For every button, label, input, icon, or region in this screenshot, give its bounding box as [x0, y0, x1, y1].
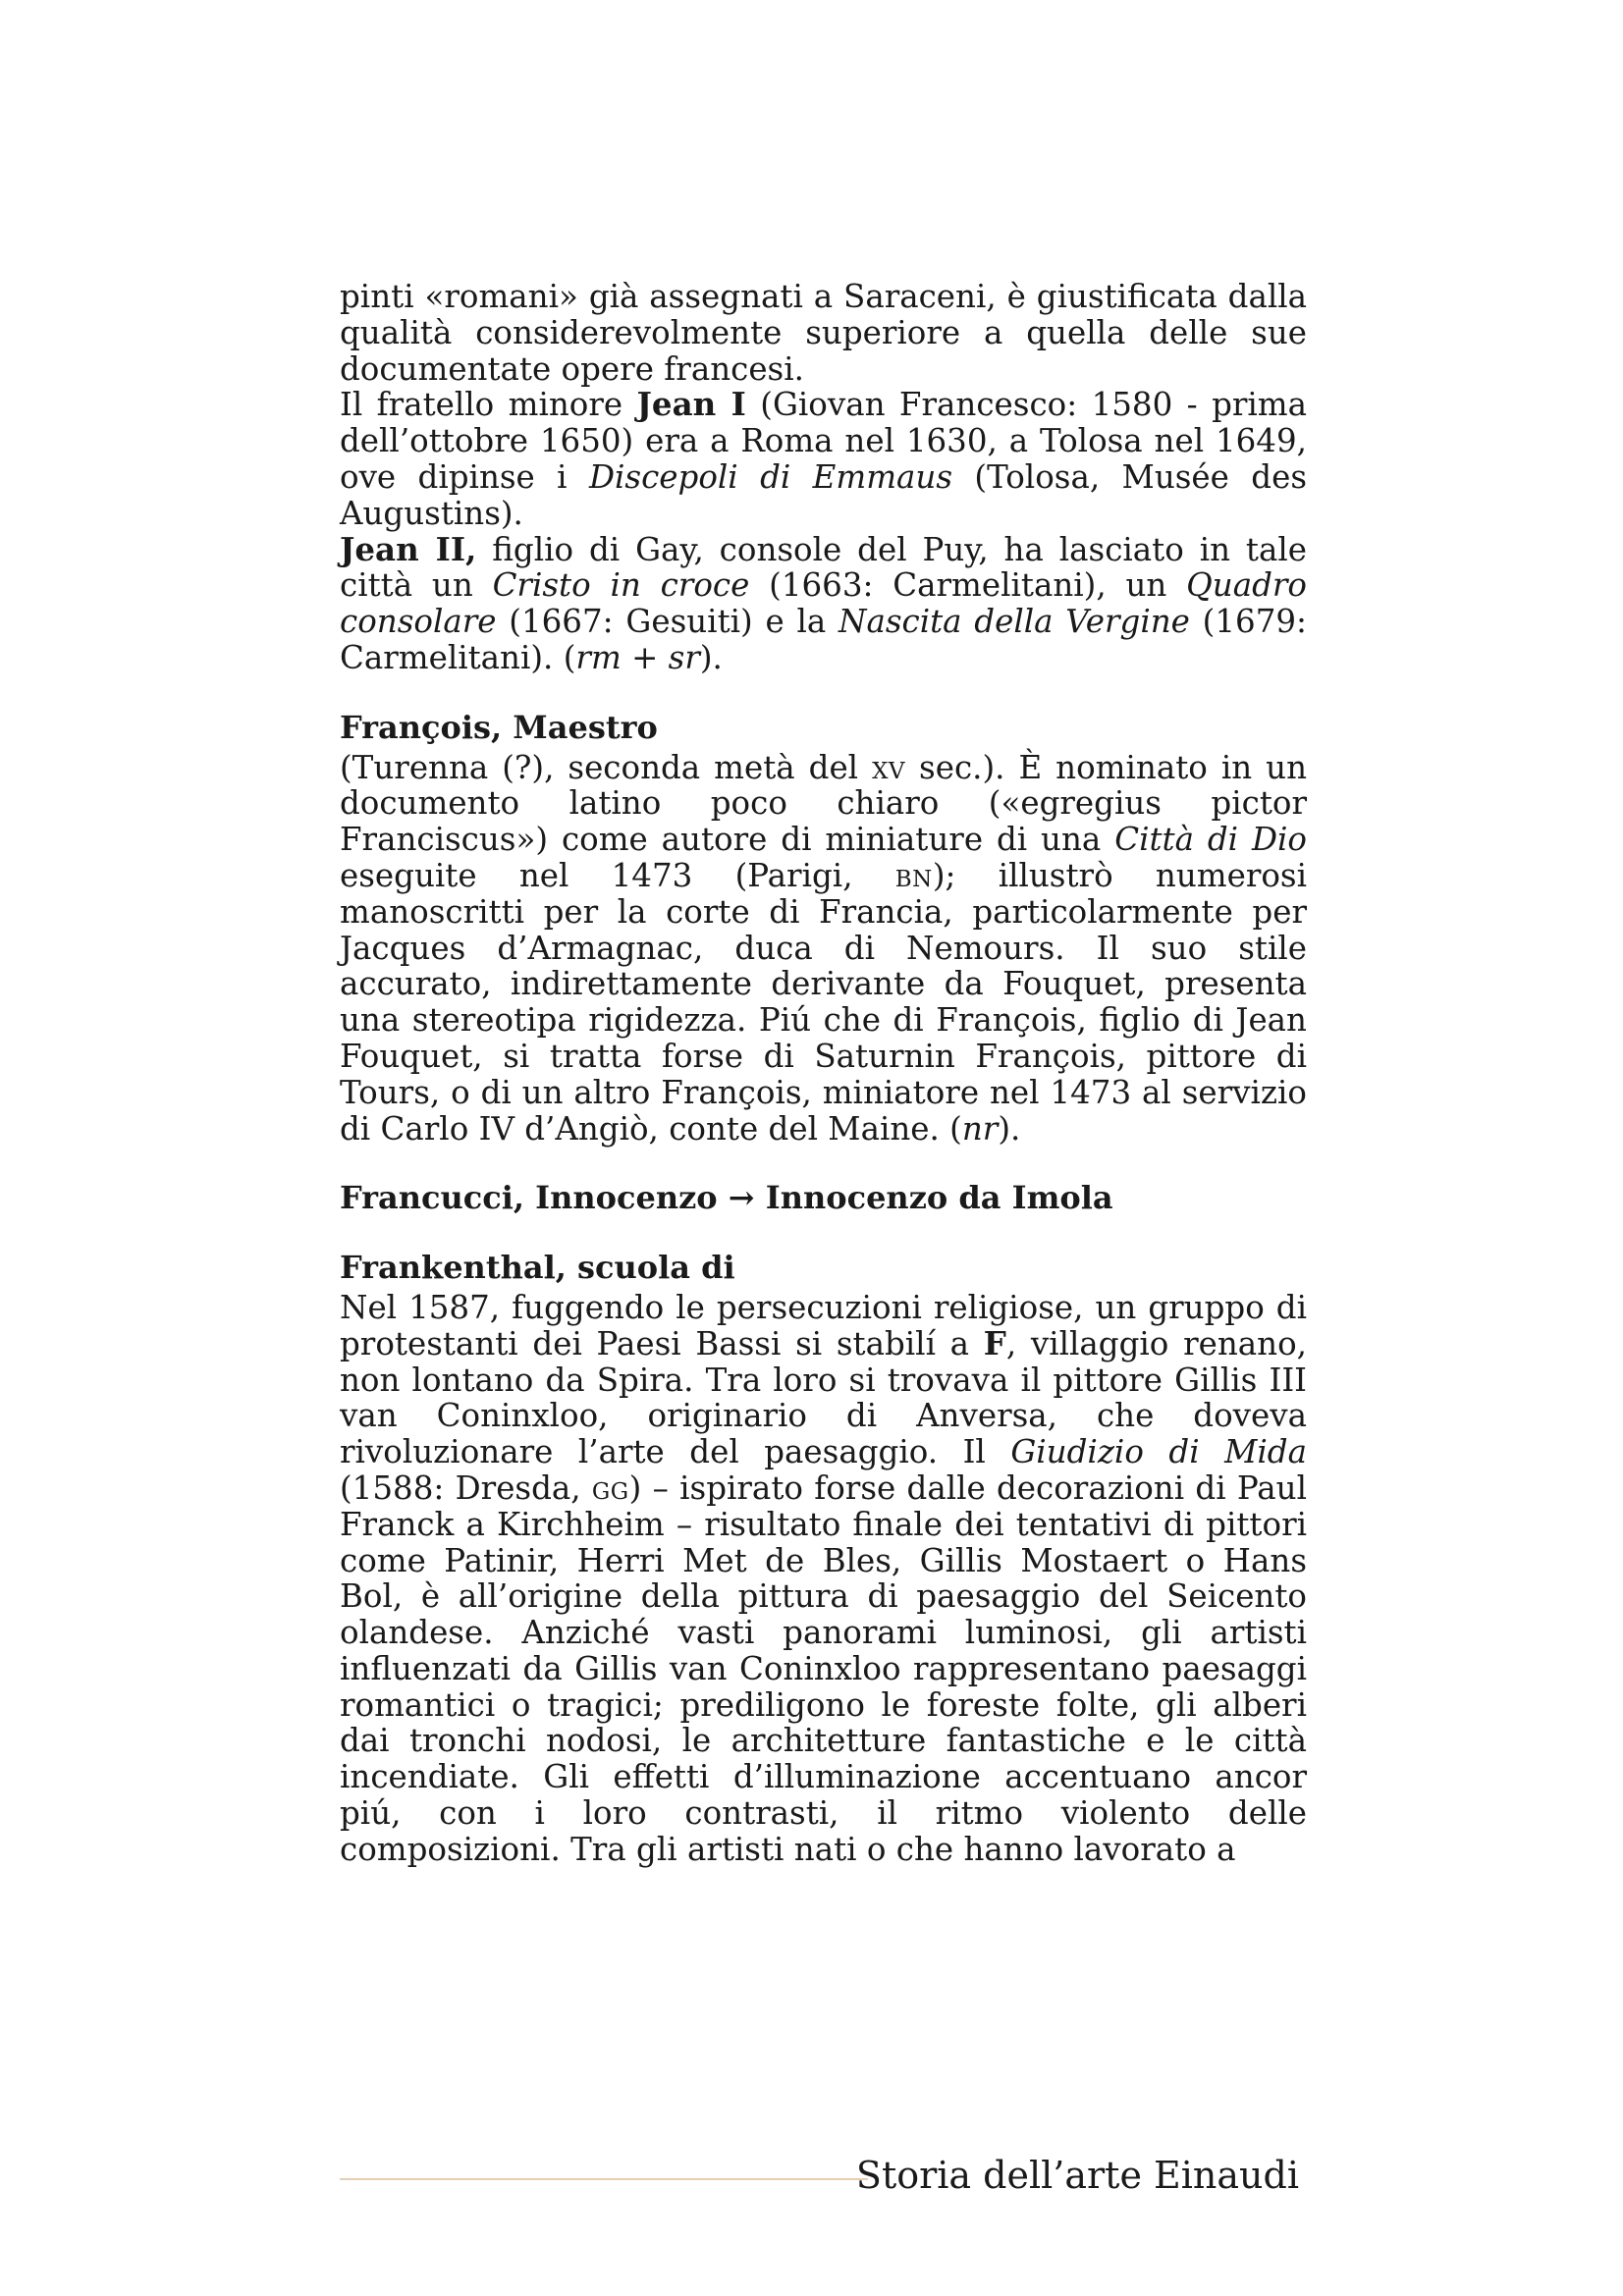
text: (1679: Carmelitani). ( — [340, 603, 1307, 676]
footer-title: Storia dell’arte Einaudi — [855, 2154, 1299, 2197]
abbreviation: gg — [591, 1468, 629, 1507]
work-title: Quadro consolare — [340, 566, 1307, 641]
text: sec.). È nominato in un documento latino poco chiaro («egregius pictor Franciscus») come autore di miniature di una — [340, 748, 1307, 859]
text: (Turenna (?), seconda metà del — [340, 748, 873, 786]
text: (1663: Carmelitani), un — [749, 566, 1187, 605]
text: , villaggio renano, non lontano da Spira. Tra loro si trovava il pittore Gillis III van Coninxloo, originario di Anversa, che doveva rivoluzionare l’arte del paesaggio. Il — [340, 1324, 1307, 1471]
work-title: Città di Dio — [1114, 821, 1308, 859]
paragraph-frankenthal — [340, 1290, 1307, 1868]
paragraph-jean-i — [340, 387, 1307, 531]
text: ) – ispirato forse dalle decorazioni di Paul Franck a Kirchheim – risultato finale dei tentativi di pittori come Patinir, Herri Met de Bles, Gillis Mostaert o Hans Bol, è all’origine della pittura di paesaggio del Seicento olandese. Anziché vasti panorami luminosi, gli artisti influenzati da Gillis van Coninxloo rappresentano paesaggi romantici o tragici; prediligono le foreste folte, gli alberi dai tronchi nodosi, le architetture fantastiche e le città incendiate. Gli effetti d’illuminazione accentuano ancor piú, con i loro contrasti, il ritmo violento delle composizioni. Tra gli artisti nati o che hanno lavorato a — [340, 1468, 1307, 1868]
author-initials: nr — [961, 1109, 999, 1148]
article-body — [340, 279, 1307, 1868]
text: ); illustrò numerosi manoscritti per la corte di Francia, particolarmente per Jacques d’Armagnac, duca di Nemours. Il suo stile accurato, indirettamente derivante da Fouquet, presenta una stereotipa rigidezza. Piú che di François, figlio di Jean Fouquet, si tratta forse di Saturnin François, pittore di Tours, o di un altro François, miniatore nel 1473 al servizio di Carlo IV d’Angiò, conte del Maine. ( — [340, 856, 1307, 1148]
century-numeral: xv — [872, 748, 906, 786]
abbreviation: bn — [894, 856, 933, 894]
text: figlio di Gay, console del Puy, ha lasciato in tale città un — [340, 530, 1307, 605]
text: (1667: Gesuiti) e la — [496, 603, 839, 641]
work-title: Cristo in croce — [492, 566, 750, 605]
entry-heading-frankenthal: Frankenthal, scuola di — [340, 1249, 735, 1287]
text: (1588: Dresda, — [340, 1468, 592, 1507]
text: (Tolosa, Musée des Augustins). — [340, 457, 1307, 532]
abbreviation-bold: F — [983, 1323, 1006, 1362]
work-title: Giudizio di Mida — [1010, 1433, 1307, 1471]
paragraph-francois — [340, 750, 1307, 1148]
footer-rule — [340, 2178, 868, 2180]
text: eseguite nel 1473 (Parigi, — [340, 856, 895, 894]
work-title: Discepoli di Emmaus — [588, 457, 953, 496]
entry-heading-francucci: Francucci, Innocenzo → Innocenzo da Imola — [340, 1179, 1113, 1217]
entry-heading-francois: François, Maestro — [340, 708, 658, 746]
paragraph-saraceni — [340, 279, 1307, 387]
text: ). — [699, 638, 723, 676]
paragraph-jean-ii — [340, 529, 1307, 676]
text: Nel 1587, fuggendo le persecuzioni religiose, un gruppo di protestanti dei Paesi Bassi si stabilí a — [340, 1288, 1307, 1362]
text: pinti «romani» già assegnati a Saraceni, è giustificata dalla qualità considerevolmente superiore a quella delle sue documentate opere francesi. — [340, 278, 1307, 388]
text: (Giovan Francesco: 1580 - prima dell’ottobre 1650) era a Roma nel 1630, a Tolosa nel 1649, ove dipinse i — [340, 386, 1307, 496]
text: ). — [998, 1109, 1021, 1148]
name-bold: Jean II, — [340, 529, 477, 568]
text: Il fratello minore — [340, 386, 637, 424]
name-bold: Jean I — [636, 385, 746, 424]
author-initials: rm + sr — [575, 638, 700, 676]
work-title: Nascita della Vergine — [839, 603, 1190, 641]
